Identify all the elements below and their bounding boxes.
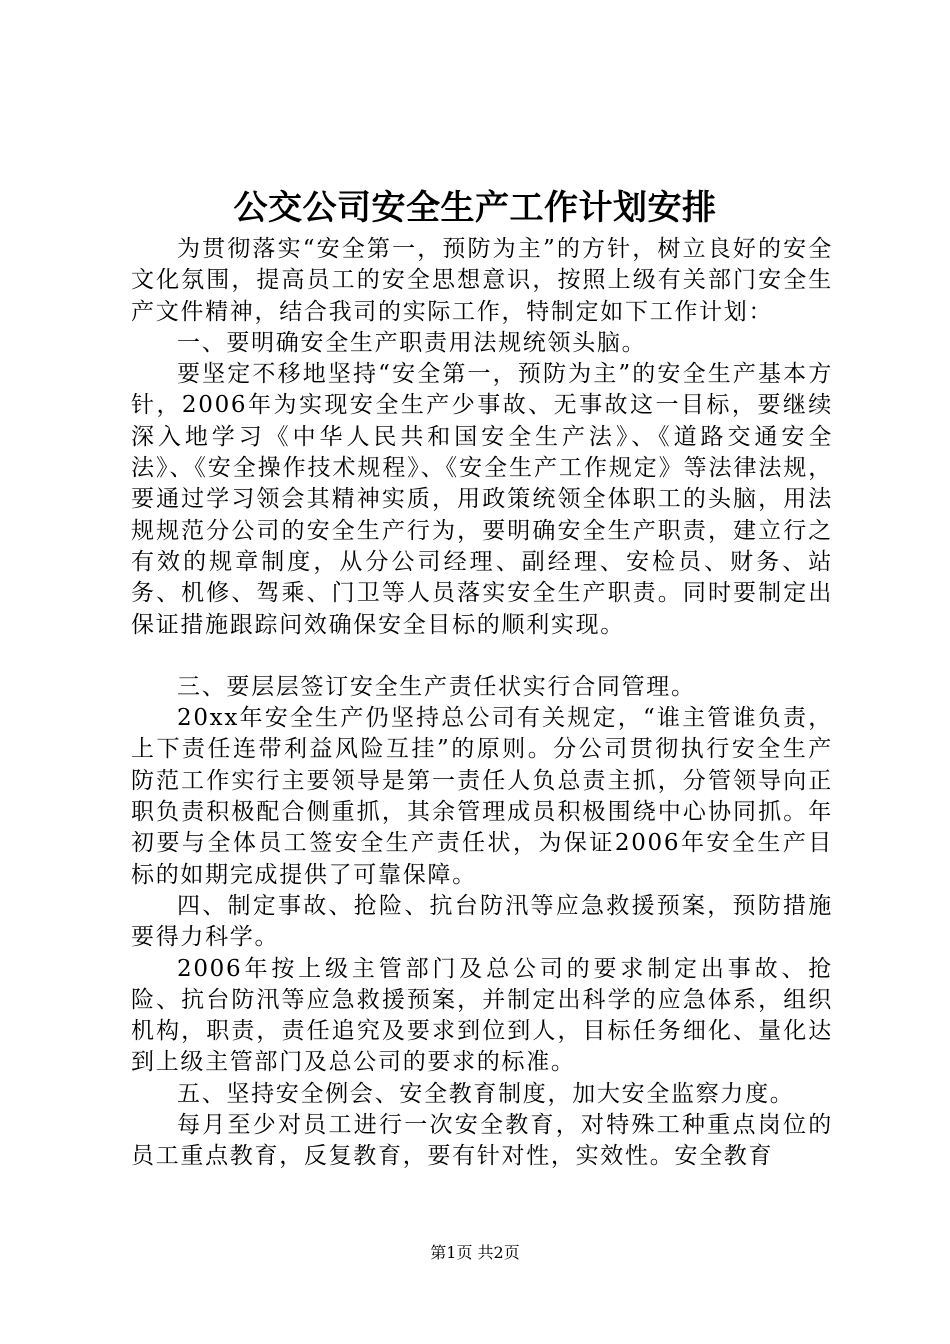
- section-heading-3: 三、要层层签订安全生产责任状实行合同管理。: [177, 673, 696, 700]
- section-paragraph-4: 2006年按上级主管部门及总公司的要求制定出事故、抢险、抗台防汛等应急救援预案，并制定出科学的应急体系，组织机构，职责，责任追究及要求到位到人，目标任务细化、量化达到上级主管部门及总公司的要求的标准。: [131, 955, 833, 1076]
- document-body: [131, 234, 833, 1173]
- section-paragraph-1: 要坚定不移地坚持“安全第一，预防为主”的安全生产基本方针，2006年为实现安全生产少事故、无事故这一目标，要继续深入地学习《中华人民共和国安全生产法》、《道路交通安全法》、《安全操作技术规程》、《安全生产工作规定》等法律法规，要通过学习领会其精神实质，用政策统领全体职工的头脑，用法规规范分公司的安全生产行为，要明确安全生产职责，建立行之有效的规章制度，从分公司经理、副经理、安检员、财务、站务、机修、驾乘、门卫等人员落实安全生产职责。同时要制定出保证措施跟踪问效确保安全目标的顺利实现。: [131, 361, 833, 638]
- section-heading-1: 一、要明确安全生产职责用法规统领头脑。: [177, 329, 647, 356]
- section-heading-4: 四、制定事故、抢险、抗台防汛等应急救援预案，预防措施要得力科学。: [131, 892, 833, 951]
- intro-paragraph: 为贯彻落实“安全第一，预防为主”的方针，树立良好的安全文化氛围，提高员工的安全思想意识，按照上级有关部门安全生产文件精神，结合我司的实际工作，特制定如下工作计划：: [131, 236, 833, 325]
- section-heading-5: 五、坚持安全例会、安全教育制度，加大安全监察力度。: [177, 1080, 795, 1107]
- section-paragraph-5: 每月至少对员工进行一次安全教育，对特殊工种重点岗位的员工重点教育，反复教育，要有针对性，实效性。安全教育: [131, 1112, 833, 1170]
- document-title: 公交公司安全生产工作计划安排: [233, 188, 717, 228]
- page-number-footer: 第1页 共2页: [430, 1243, 520, 1262]
- section-paragraph-3: 20xx年安全生产仍坚持总公司有关规定，“谁主管谁负责，上下责任连带利益风险互挂”的原则。分公司贯彻执行安全生产防范工作实行主要领导是第一责任人负总责主抓，分管领导向正职负责积极配合侧重抓，其余管理成员积极围绕中心协同抓。年初要与全体员工签安全生产责任状，为保证2006年安全生产目标的如期完成提供了可靠保障。: [131, 705, 833, 888]
